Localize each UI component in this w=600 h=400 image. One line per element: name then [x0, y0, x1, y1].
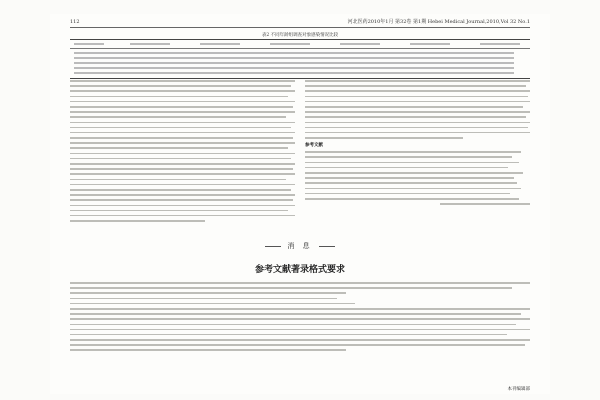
table-row [74, 62, 514, 64]
table-title: 表2 不同年龄组调查对象感染情况比较 [261, 33, 339, 38]
table-row [74, 57, 514, 59]
table-header-cell [480, 43, 520, 45]
table-header-cell [130, 43, 170, 45]
running-header [70, 18, 530, 28]
table-header-cell [270, 43, 310, 45]
page-number: 112 [70, 19, 80, 25]
notice-label: 消 息 [50, 241, 550, 251]
editorial-signature: 本刊编辑部 [507, 387, 530, 392]
journal-page [50, 14, 550, 394]
table-header-cell [340, 43, 380, 45]
article-title: 参考文献著录格式要求 [254, 265, 345, 275]
table-header-cell [410, 43, 450, 45]
table-header-cell [74, 43, 104, 45]
left-column-text [70, 80, 295, 225]
table-header-rule [70, 48, 530, 49]
table-row [74, 67, 514, 69]
table-header-cell [200, 43, 240, 45]
table-row [74, 72, 514, 74]
right-column [305, 80, 530, 208]
article-body [70, 282, 530, 355]
data-table [70, 39, 530, 79]
journal-citation: 河北医药2010年1月 第32卷 第1期 Hebei Medical Journal,2010,Vol 32 No.1 [347, 19, 530, 25]
table-row [74, 52, 514, 54]
references-heading: 参考文献 [305, 143, 323, 149]
